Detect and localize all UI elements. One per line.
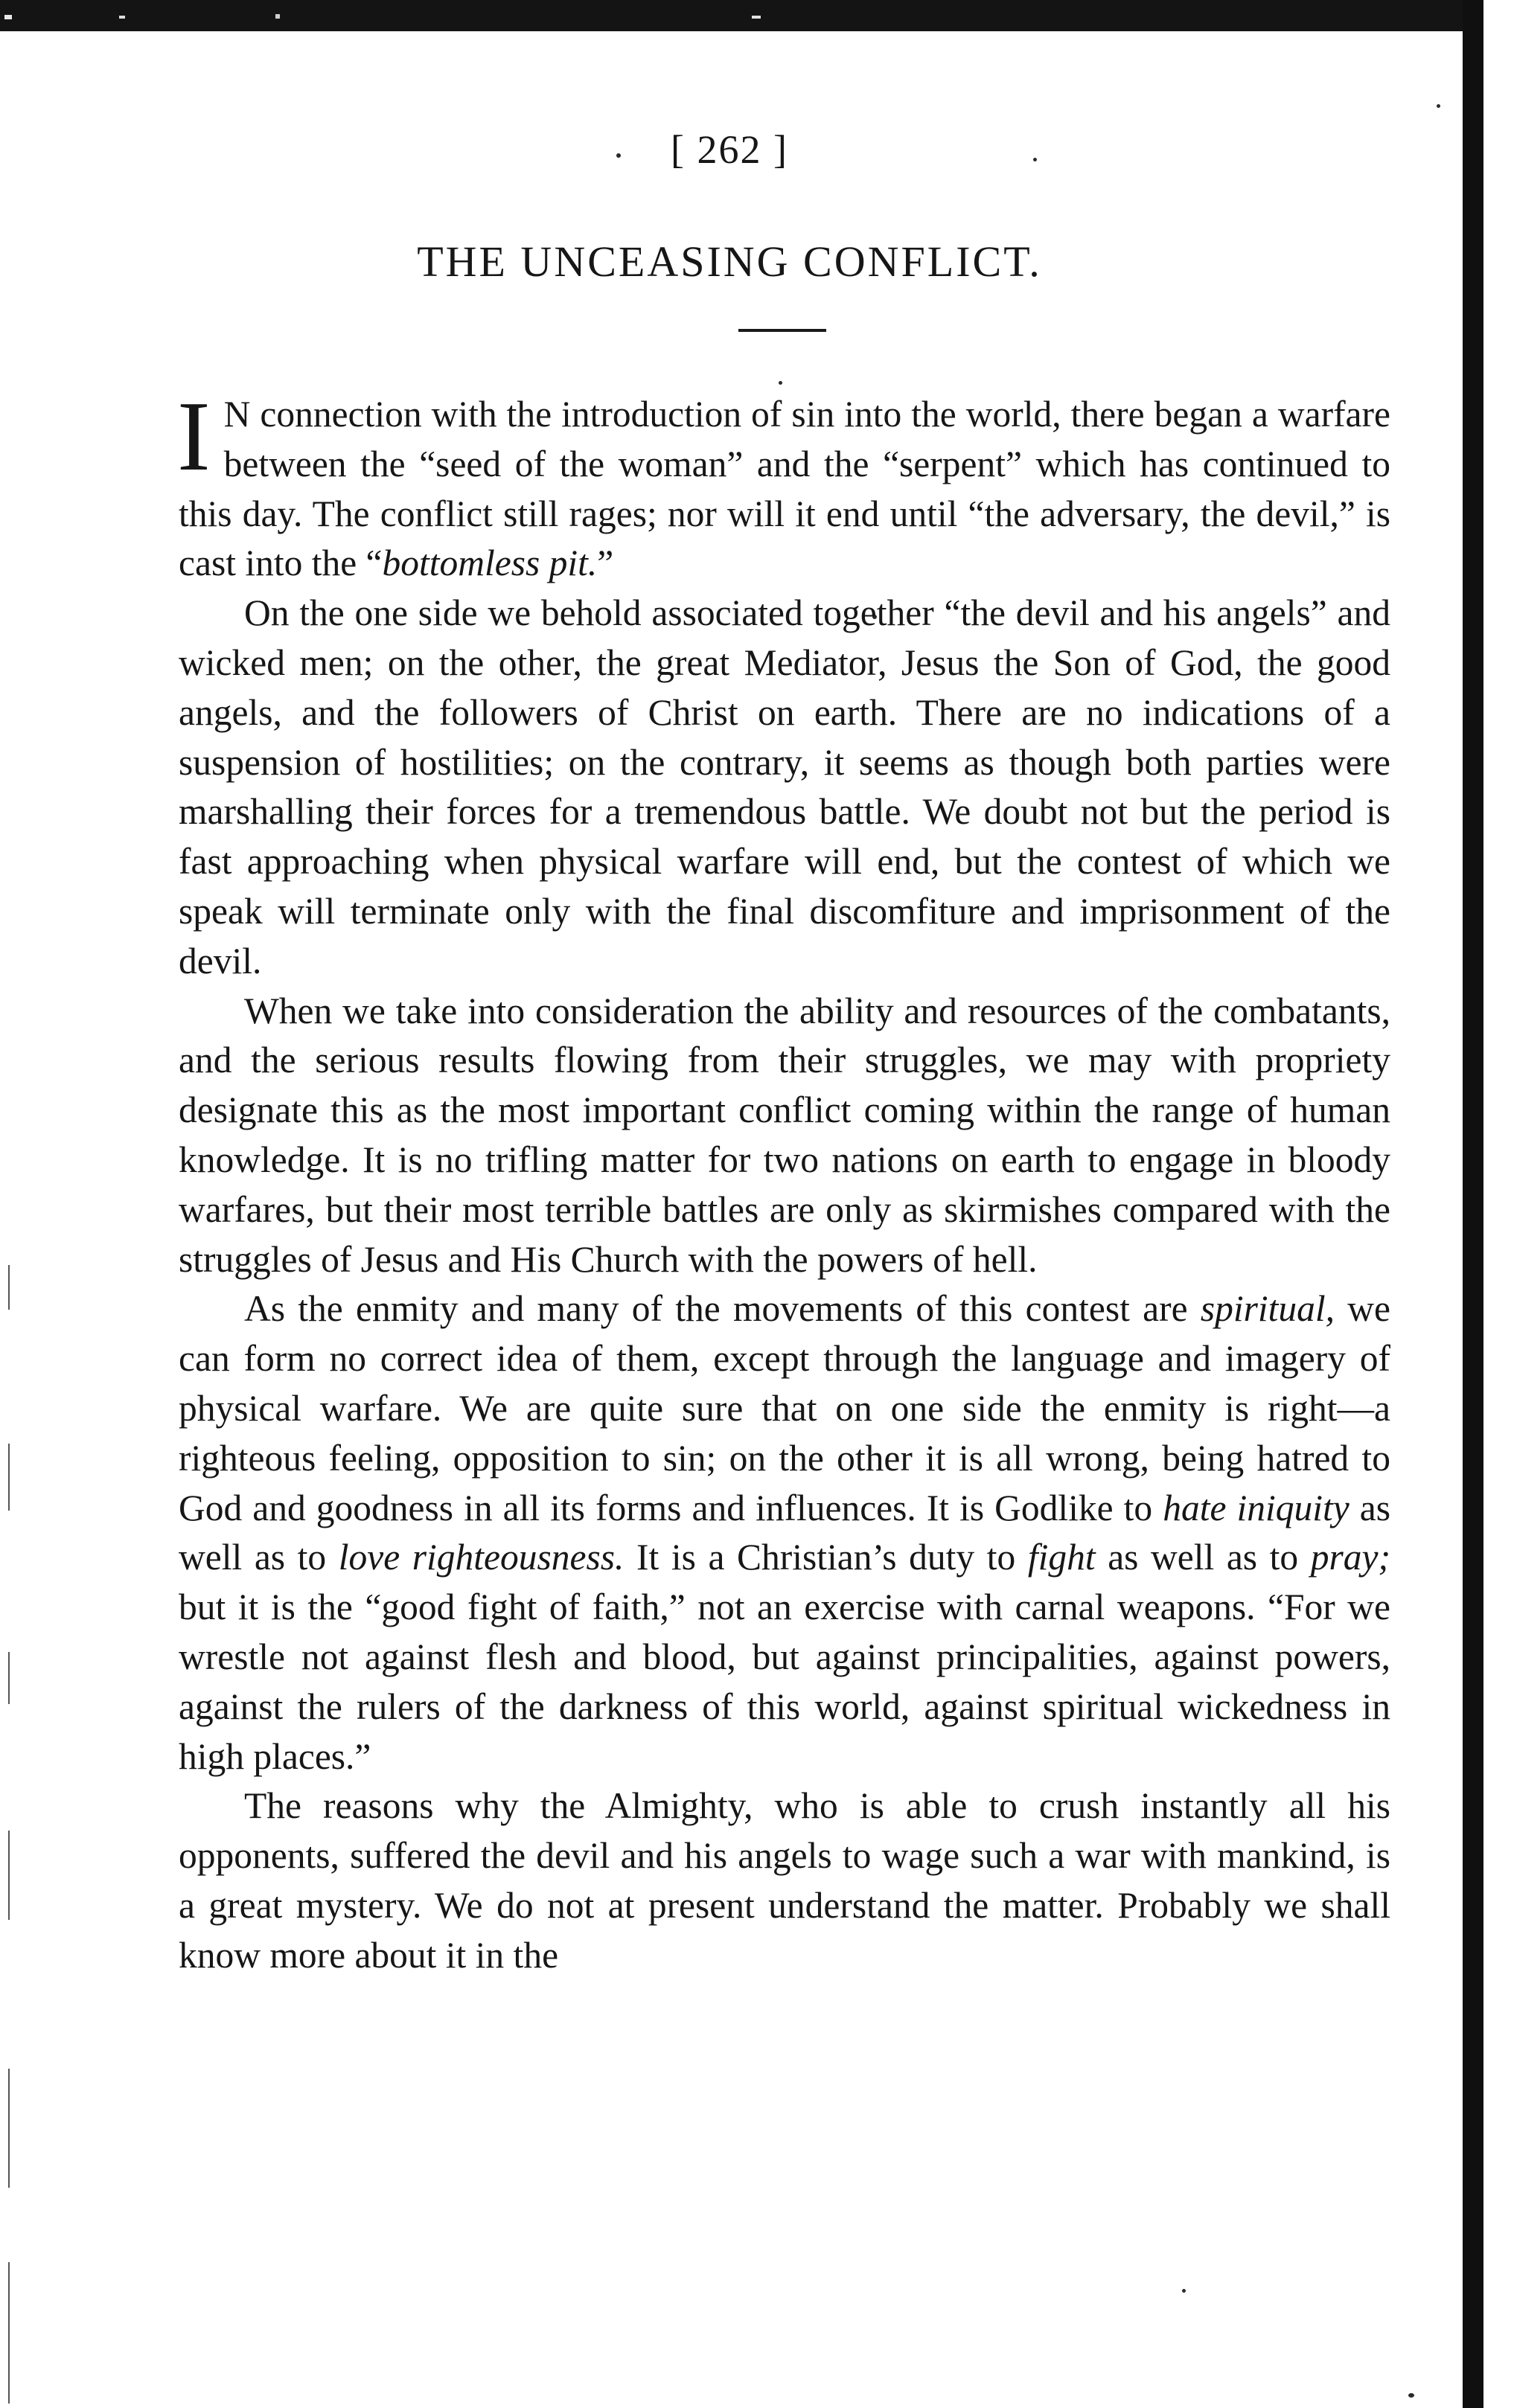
- text-run: as well as to: [1095, 1537, 1311, 1578]
- drop-cap: I: [177, 381, 211, 491]
- paragraph: [179, 1781, 1390, 1980]
- italic-text: pray;: [1310, 1537, 1390, 1578]
- paragraph: [177, 381, 1390, 589]
- text-run: ”: [597, 542, 614, 584]
- italic-text: spiritual,: [1200, 1288, 1335, 1330]
- text-run: The reasons why the Almighty, who is able to crush instantly all his opponents, suffered the devil and his angels to wage such a war with mankind, is a great mystery. We do not at present understand the matter. Probably we shall know more about it in the: [179, 1785, 1390, 1976]
- ink-dot: [1408, 2393, 1414, 2398]
- chapter-title: THE UNCEASING CONFLICT.: [417, 237, 1042, 286]
- text-run: When we take into consideration the ability and resources of the combatants, and the serious results flowing from their struggles, we may with propriety designate this as the most important conflict coming within the range of human knowledge. It is no trifling matter for two nations on earth to engage in bloody warfares, but their most terrible battles are only as skirmishes compared with the struggles of Jesus and His Church with the powers of hell.: [179, 990, 1390, 1280]
- ink-dot: [779, 381, 782, 385]
- text-run: On the one side we behold associated together “the devil and his angels” and wicked men; on the other, the great Mediator, Jesus the Son of God, the good angels, and the followers of Christ on earth. There are no indications of a suspension of hostilities; on the contrary, it seems as though both parties were marshalling their forces for a tremendous battle. We doubt not but the period is fast approaching when physical warfare will end, but the contest of which we speak will terminate only with the final discomfiture and imprisonment of the devil.: [179, 592, 1390, 982]
- paragraph: [179, 987, 1390, 1285]
- italic-text: fight: [1027, 1537, 1096, 1578]
- italic-text: bottomless pit.: [382, 542, 598, 584]
- ink-dot: [1437, 104, 1440, 108]
- title-rule: [738, 329, 826, 332]
- text-run: It is a Christian’s duty to: [624, 1537, 1028, 1578]
- text-run: as well as to: [179, 1487, 1390, 1578]
- ink-dot: [1182, 2289, 1186, 2293]
- text-run: we can form no correct idea of them, except through the language and imagery of physical warfare. We are quite sure that on one side the enmity is right—a righteous feeling, opposition to sin; on the other it is all wrong, being hatred to God and goodness in all its forms and influences. It is Godlike to: [179, 1288, 1390, 1528]
- text-run: N connection with the introduction of sin into the world, there began a warfare between the “seed of the woman” and the “serpent” which has continued to this day. The conflict still rages; nor will it end until “the adversary, the devil,” is cast into the “: [179, 394, 1390, 584]
- paragraph: [179, 1284, 1390, 1781]
- body-text: [177, 381, 1390, 1981]
- italic-text: love righteousness.: [338, 1537, 625, 1578]
- scan-specks: [0, 12, 893, 22]
- italic-text: hate iniquity: [1163, 1487, 1349, 1528]
- scan-left-marks: [6, 1265, 12, 2408]
- page-binding-edge: [1463, 0, 1483, 2408]
- text-run: but it is the “good fight of faith,” not an exercise with carnal weapons. “For we wrestle not against flesh and blood, but against principalities, against powers, against the rulers of the darkness of this world, against spiritual wickedness in high places.”: [179, 1586, 1390, 1777]
- paragraph: [179, 589, 1390, 986]
- scan-margin: [1483, 0, 1514, 2408]
- page-number: [ 262 ]: [671, 127, 788, 172]
- text-run: As the enmity and many of the movements of this contest are: [244, 1288, 1201, 1330]
